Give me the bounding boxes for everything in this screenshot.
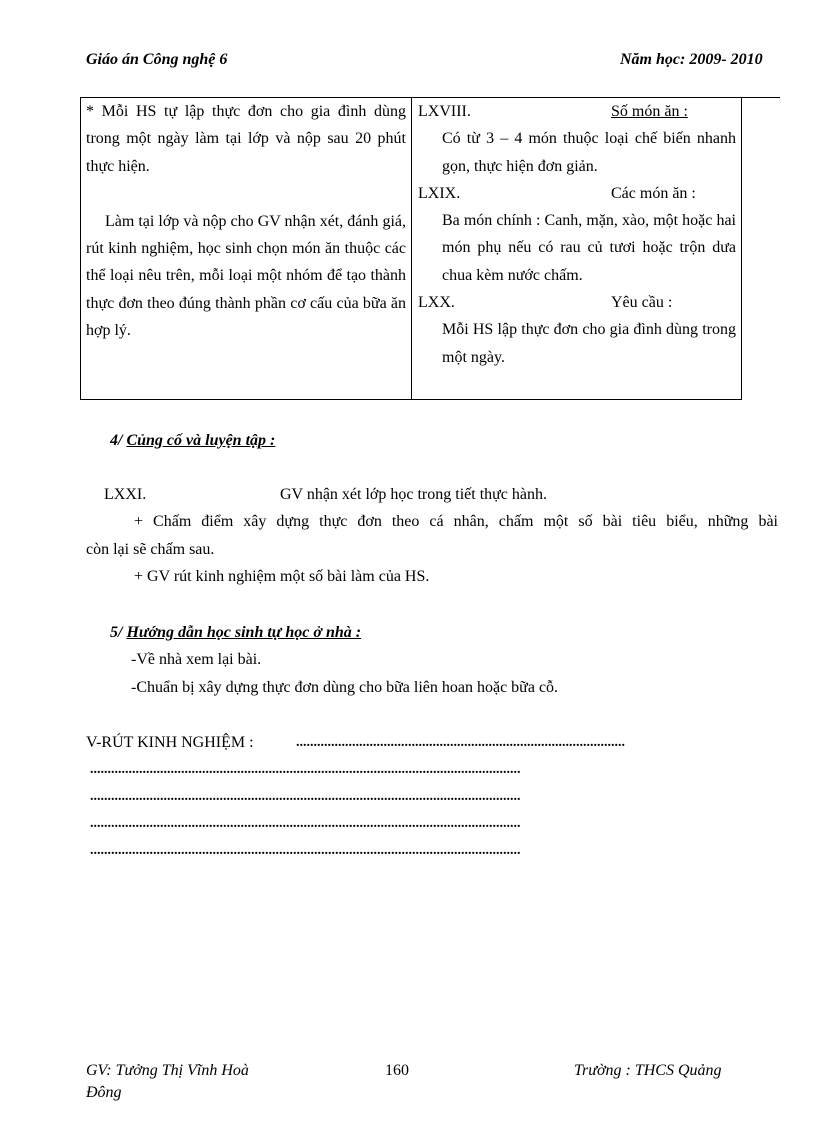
footer-teacher: GV: Tưởng Thị Vĩnh Hoà — [86, 1062, 249, 1079]
footer-teacher-cont: Đông — [86, 1084, 122, 1101]
right-item-heading — [418, 289, 736, 316]
section-4-item-text: GV nhận xét lớp học trong tiết thực hành. — [280, 486, 548, 503]
right-item-heading — [418, 180, 736, 207]
left-paragraph-2: Làm tại lớp và nộp cho GV nhận xét, đánh giá, rút kinh nghiệm, học sinh chọn món ăn thuộc các thể loại nêu trên, mỗi loại một nhóm để tạo thành thực đơn theo đúng thành phần cơ cấu của bữa ăn hợp lý. — [86, 212, 406, 340]
experience-label: V-RÚT KINH NGHIỆM : — [86, 734, 254, 751]
section-4-bullet-1-cont: còn lại sẽ chấm sau. — [86, 541, 215, 558]
right-item-text: Ba món chính : Canh, mặn, xào, một hoặc hai món phụ nếu có rau củ tươi hoặc trộn dưa chua kèm nước chấm. — [442, 212, 736, 284]
left-paragraph-1: * Mỗi HS tự lập thực đơn cho gia đình dùng trong một ngày làm tại lớp và nộp sau 20 phút thực hiện. — [86, 103, 406, 175]
section-4-heading — [110, 432, 275, 450]
experience-dots-line: ........................................................................................................................... — [90, 816, 521, 831]
item-number: LXVIII. — [418, 103, 471, 120]
right-item-text: Có từ 3 – 4 món thuộc loại chế biến nhanh gọn, thực hiện đơn giản. — [442, 130, 736, 175]
section-4-bullet-1: + Chấm điểm xây dựng thực đơn theo cá nhân, chấm một số bài tiêu biểu, những bài — [134, 513, 778, 530]
table-left-cell — [86, 98, 406, 344]
item-number: LXX. — [418, 294, 455, 312]
experience-dots-line: ........................................................................................................................... — [90, 789, 521, 804]
right-item-text: Mỗi HS lập thực đơn cho gia đình dùng trong một ngày. — [442, 321, 736, 366]
item-title: Yêu cầu : — [611, 294, 673, 312]
experience-dots-line: ........................................................................................................................... — [90, 843, 521, 858]
experience-dots-line: ........................................................................................................................... — [90, 762, 521, 777]
table-right-cell — [418, 98, 736, 371]
section-5-line-2: -Chuẩn bị xây dựng thực đơn dùng cho bữa liên hoan hoặc bữa cỗ. — [131, 679, 559, 696]
page-number: 160 — [385, 1062, 409, 1079]
header-right: Năm học: 2009- 2010 — [620, 51, 763, 68]
section-5-line-1: -Về nhà xem lại bài. — [131, 651, 262, 668]
right-item-heading — [418, 98, 736, 125]
lesson-table — [80, 98, 742, 400]
footer-school: Trường : THCS Quảng — [574, 1062, 722, 1079]
section-title: Hướng dẫn học sinh tự học ở nhà : — [126, 624, 362, 641]
section-5-heading — [110, 624, 361, 642]
item-title: Các món ăn : — [611, 184, 696, 202]
item-number: LXIX. — [418, 184, 461, 202]
section-number: 5/ — [110, 624, 123, 641]
section-4-item-number: LXXI. — [104, 486, 147, 503]
header-left: Giáo án Công nghệ 6 — [86, 51, 228, 68]
table-divider — [411, 98, 412, 399]
section-4-bullet-2: + GV rút kinh nghiệm một số bài làm của HS. — [134, 568, 430, 585]
item-title: Số món ăn : — [611, 103, 688, 120]
section-title: Củng cố và luyện tập : — [126, 432, 276, 449]
experience-dots-first: .............................................................................................. — [296, 735, 625, 750]
section-number: 4/ — [110, 432, 123, 449]
